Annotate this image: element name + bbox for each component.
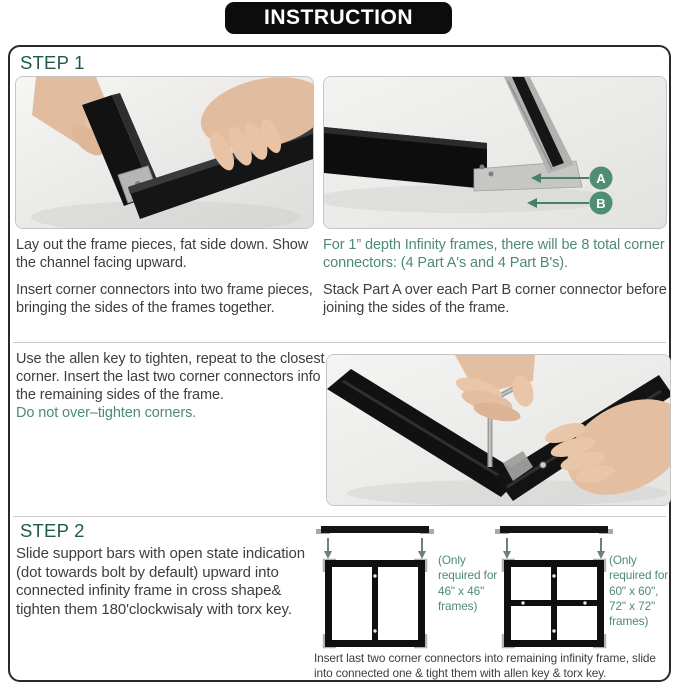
- label-a-text: A: [596, 171, 606, 186]
- tighten-text: [16, 351, 332, 423]
- banner-title: INSTRUCTION: [264, 6, 413, 29]
- step1-right-paragraph-2: Stack Part A over each Part B corner connector before joining the sides of the frame.: [323, 281, 667, 316]
- section-divider-1: [13, 342, 666, 343]
- step1-photo-connector-closeup: [323, 76, 667, 229]
- instruction-banner: [225, 2, 452, 34]
- step2-caption: Insert last two corner connectors into remaining infinity frame, slide into connected one & tight them with allen key & torx key.: [314, 651, 656, 680]
- step1-right-paragraph-1: For 1” depth Infinity frames, there will be 8 total corner connectors: (4 Part A's and 4 Part B's).: [323, 237, 665, 271]
- step1-left-paragraph-2: Insert corner connectors into two frame pieces, bringing the sides of the frames together.: [16, 281, 313, 316]
- support-bar-vertical: [372, 567, 378, 640]
- support-bar-diagram-single: [314, 526, 436, 651]
- step1-right-text: [323, 237, 669, 318]
- support-bar-diagram-cross: [493, 526, 615, 651]
- connector-closeup-photo: [324, 77, 666, 228]
- tighten-photo-allen-key: [326, 354, 671, 506]
- allen-key-photo: [327, 355, 670, 505]
- tighten-warning: Do not over–tighten corners.: [16, 404, 197, 421]
- diagram2-note: (Only required for 60" x 60", 72" x 72" frames): [609, 553, 669, 629]
- tighten-paragraph: Use the allen key to tighten, repeat to the closest corner. Insert the last two corner connectors info the remaining sides of the frame.: [16, 351, 325, 403]
- step2-paragraph: Slide support bars with open state indication (dot towards bolt by default) upward into connected infinity frame in cross shape& tighten them 180'clockwisaly with torx key.: [16, 545, 306, 618]
- frame-corner-photo: [16, 77, 313, 228]
- diagram1-note: (Only required for 46" x 46" frames): [438, 553, 498, 613]
- frame-top-bar: [500, 526, 608, 533]
- main-box: [8, 45, 671, 682]
- step2-heading: STEP 2: [20, 520, 85, 541]
- step1-left-paragraph-1: Lay out the frame pieces, fat side down. Show the channel facing upward.: [16, 237, 309, 271]
- label-b-text: B: [596, 196, 606, 211]
- step2-text: [16, 545, 322, 619]
- diagram-cross-bars: [493, 526, 615, 656]
- step1-heading: STEP 1: [20, 52, 85, 73]
- diagram-single-bar: [314, 526, 436, 656]
- step1-left-text: [16, 237, 319, 318]
- step1-photo-frame-corner: [15, 76, 314, 229]
- frame-top-bar: [321, 526, 429, 533]
- down-arrow-icon: [328, 538, 422, 552]
- down-arrow-icon: [507, 538, 601, 552]
- section-divider-2: [13, 516, 666, 517]
